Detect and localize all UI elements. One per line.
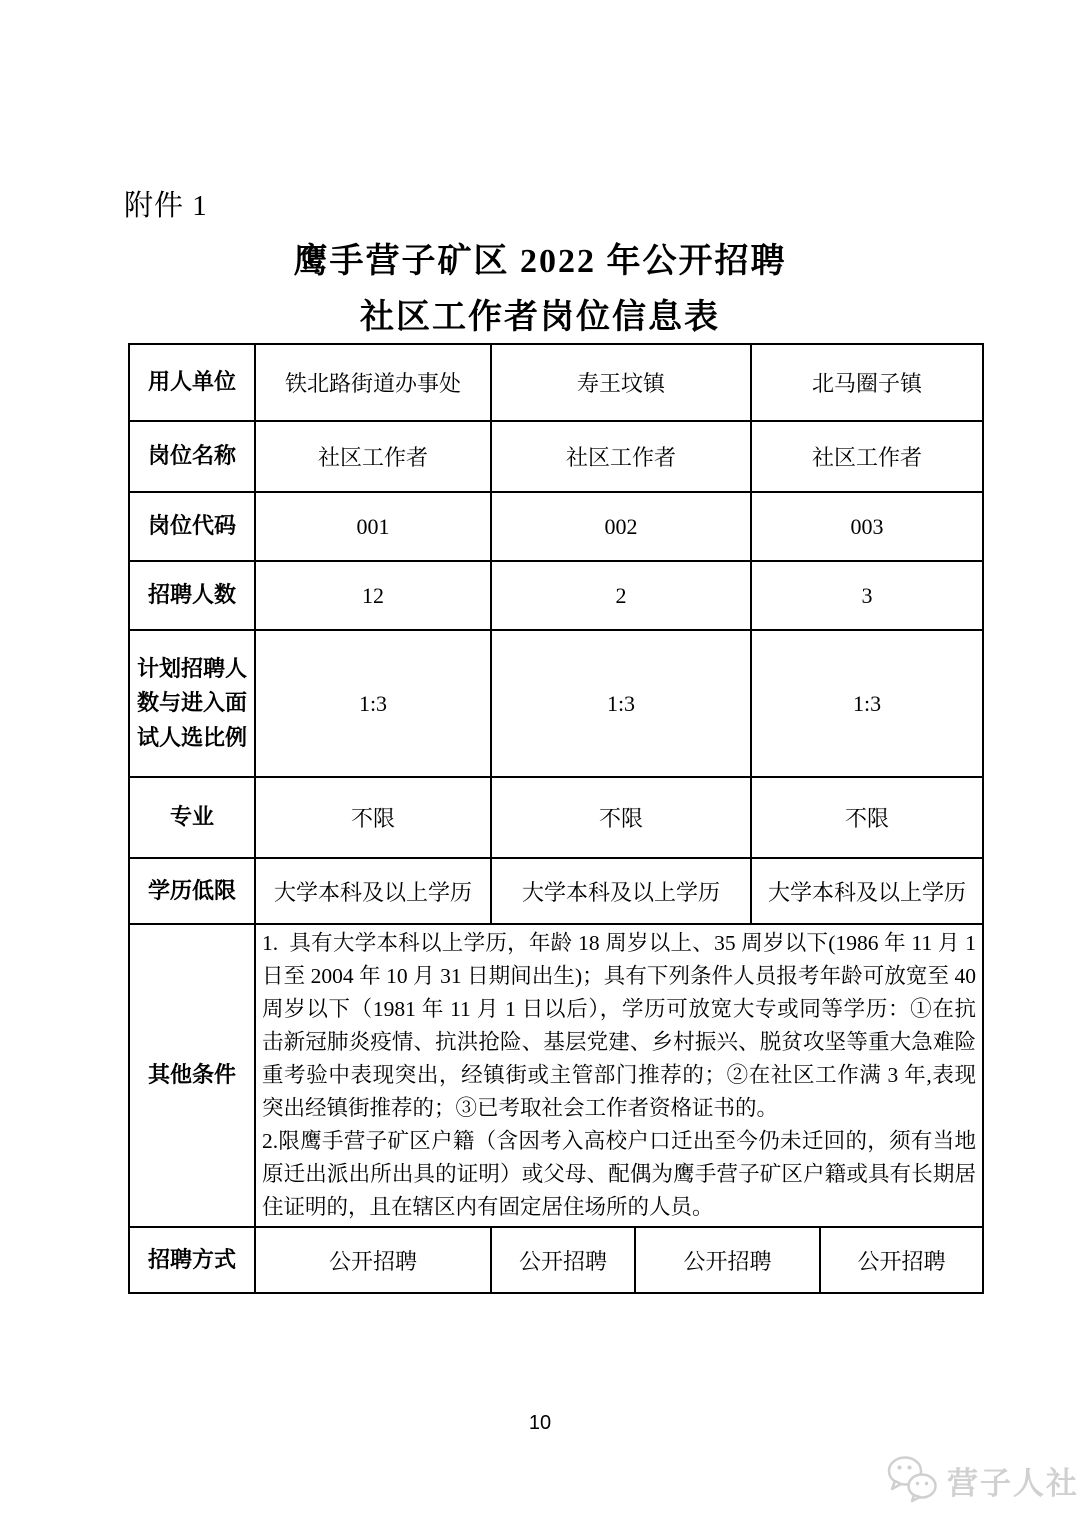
cell-interview-ratio-3: 1:3	[751, 630, 983, 777]
table-row-recruit-method	[129, 1227, 983, 1293]
wechat-icon	[886, 1456, 940, 1504]
page-number: 10	[528, 1412, 552, 1434]
cell-education-3: 大学本科及以上学历	[751, 858, 983, 924]
cell-headcount-3: 3	[751, 561, 983, 630]
table-row-position-name	[129, 421, 983, 492]
row-label-position-name: 岗位名称	[129, 421, 255, 492]
table-row-employer	[129, 344, 983, 421]
row-label-other-conditions: 其他条件	[129, 924, 255, 1227]
cell-employer-1: 铁北路街道办事处	[255, 344, 491, 421]
table-row-major	[129, 777, 983, 858]
table-row-other-conditions	[129, 924, 983, 1227]
row-label-interview-ratio: 计划招聘人数与进入面试人选比例	[129, 630, 255, 777]
row-label-education: 学历低限	[129, 858, 255, 924]
cell-major-1: 不限	[255, 777, 491, 858]
cell-headcount-2: 2	[491, 561, 751, 630]
watermark-text: 营子人社	[947, 1465, 1079, 1501]
cell-position-code-3: 003	[751, 492, 983, 561]
cell-headcount-1: 12	[255, 561, 491, 630]
cell-recruit-method-1: 公开招聘	[255, 1227, 491, 1293]
cell-position-code-2: 002	[491, 492, 751, 561]
table-row-position-code	[129, 492, 983, 561]
table-row-interview-ratio	[129, 630, 983, 777]
row-label-major: 专业	[129, 777, 255, 858]
cell-position-name-3: 社区工作者	[751, 421, 983, 492]
table-row-education	[129, 858, 983, 924]
row-label-employer: 用人单位	[129, 344, 255, 421]
cell-interview-ratio-1: 1:3	[255, 630, 491, 777]
row-label-position-code: 岗位代码	[129, 492, 255, 561]
table-row-headcount	[129, 561, 983, 630]
document-title-line2: 社区工作者岗位信息表	[360, 299, 720, 336]
cell-major-2: 不限	[491, 777, 751, 858]
cell-other-conditions	[255, 924, 983, 1227]
other-conditions-paragraph-1: 1. 具有大学本科以上学历，年龄 18 周岁以上、35 周岁以下(1986 年 11 月 1 日至 2004 年 10 月 31 日期间出生)；具有下列条件人员报考年龄可放宽至 40 周岁以下（1981 年 11 月 1 日以后），学历可放宽大专或同等学历：①在抗击新冠肺炎疫情、抗洪抢险、基层党建、乡村振兴、脱贫攻坚等重大急难险重考验中表现突出，经镇街或主管部门推荐的；②在社区工作满 3 年,表现突出经镇街推荐的；③已考取社会工作者资格证书的。	[262, 931, 982, 1120]
cell-position-code-1: 001	[255, 492, 491, 561]
other-conditions-paragraph-2: 2.限鹰手营子矿区户籍（含因考入高校户口迁出至今仍未迁回的，须有当地原迁出派出所出具的证明）或父母、配偶为鹰手营子矿区户籍或具有长期居住证明的，且在辖区内有固定居住场所的人员。	[262, 1129, 977, 1219]
cell-employer-2: 寿王坟镇	[491, 344, 751, 421]
watermark	[886, 1456, 1079, 1504]
attachment-label: 附件 1	[124, 190, 208, 222]
cell-major-3: 不限	[751, 777, 983, 858]
cell-position-name-2: 社区工作者	[491, 421, 751, 492]
cell-education-2: 大学本科及以上学历	[491, 858, 751, 924]
job-info-table	[128, 343, 984, 1294]
cell-position-name-1: 社区工作者	[255, 421, 491, 492]
cell-recruit-method-3: 公开招聘	[635, 1227, 820, 1293]
cell-interview-ratio-2: 1:3	[491, 630, 751, 777]
cell-recruit-method-2: 公开招聘	[491, 1227, 635, 1293]
row-label-recruit-method: 招聘方式	[129, 1227, 255, 1293]
cell-education-1: 大学本科及以上学历	[255, 858, 491, 924]
document-title-line1: 鹰手营子矿区 2022 年公开招聘	[293, 243, 787, 280]
cell-employer-3: 北马圈子镇	[751, 344, 983, 421]
row-label-headcount: 招聘人数	[129, 561, 255, 630]
cell-recruit-method-4: 公开招聘	[820, 1227, 983, 1293]
